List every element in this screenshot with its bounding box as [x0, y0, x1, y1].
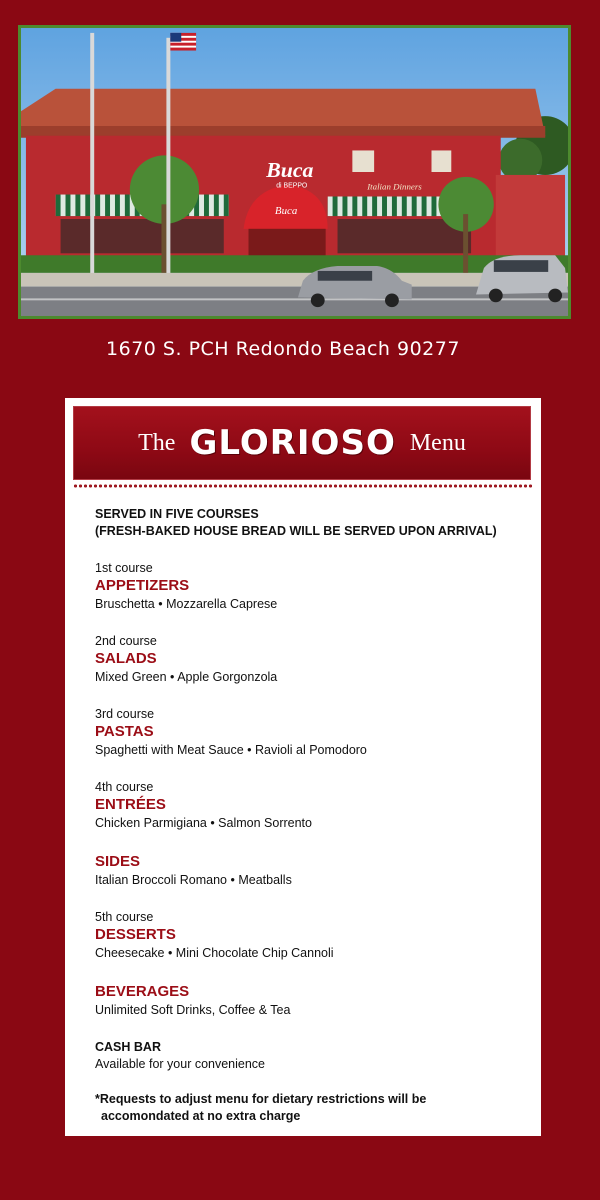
- menu-title-pre: The: [138, 429, 176, 456]
- menu-title-banner: [73, 406, 531, 480]
- section-items: Chicken Parmigiana • Salmon Sorrento: [95, 816, 312, 830]
- menu-card: [65, 398, 541, 1136]
- awning-sign: Buca: [274, 205, 298, 218]
- section-salads: [95, 633, 525, 686]
- section-items: Bruschetta • Mozzarella Caprese: [95, 597, 278, 611]
- section-title: APPETIZERS: [95, 577, 190, 594]
- course-label: 3rd course: [95, 707, 155, 721]
- cash-bar-text: Available for your convenience: [95, 1057, 266, 1071]
- section-title: PASTAS: [95, 723, 154, 740]
- menu-title-post: Menu: [409, 429, 466, 456]
- course-label: 4th course: [95, 780, 154, 794]
- section-title: DESSERTS: [95, 926, 176, 943]
- restaurant-sign-side: Italian Dinners: [367, 181, 422, 192]
- course-label: 5th course: [95, 910, 154, 924]
- section-desserts: [95, 909, 525, 962]
- section-cash-bar: [95, 1039, 525, 1073]
- restaurant-sign-main: Buca: [266, 157, 314, 182]
- restaurant-photo: [18, 25, 571, 319]
- section-pastas: [95, 706, 525, 759]
- section-title: ENTRÉES: [95, 796, 166, 813]
- restaurant-address: 1670 S. PCH Redondo Beach 90277: [106, 338, 460, 360]
- intro-line-2: (FRESH-BAKED HOUSE BREAD WILL BE SERVED UPON ARRIVAL): [95, 524, 497, 538]
- section-items: Mixed Green • Apple Gorgonzola: [95, 670, 278, 684]
- section-appetizers: [95, 560, 525, 613]
- section-beverages: [95, 982, 525, 1019]
- section-title: SALADS: [95, 650, 157, 667]
- dietary-note-line-2: accomondated at no extra charge: [101, 1109, 301, 1123]
- american-flag-icon: [170, 33, 196, 51]
- cash-bar-title: CASH BAR: [95, 1040, 161, 1054]
- dietary-note-line-1: *Requests to adjust menu for dietary restrictions will be: [95, 1092, 427, 1106]
- restaurant-sign-sub: di BEPPO: [276, 182, 308, 190]
- menu-title-main: GLORIOSO: [189, 423, 396, 463]
- section-entrees: [95, 779, 525, 832]
- restaurant-building-illustration: [21, 28, 568, 316]
- intro-line-1: SERVED IN FIVE COURSES: [95, 507, 259, 521]
- section-items: Unlimited Soft Drinks, Coffee & Tea: [95, 1003, 291, 1017]
- section-items: Cheesecake • Mini Chocolate Chip Cannoli: [95, 946, 334, 960]
- section-title: SIDES: [95, 853, 141, 870]
- section-sides: [95, 852, 525, 889]
- dietary-note: [95, 1091, 525, 1125]
- menu-intro: [95, 506, 525, 540]
- dotted-divider: [73, 484, 533, 488]
- section-items: Italian Broccoli Romano • Meatballs: [95, 873, 292, 887]
- menu-content: [95, 506, 525, 1125]
- course-label: 2nd course: [95, 634, 157, 648]
- course-label: 1st course: [95, 561, 153, 575]
- section-items: Spaghetti with Meat Sauce • Ravioli al Pomodoro: [95, 743, 367, 757]
- section-title: BEVERAGES: [95, 983, 190, 1000]
